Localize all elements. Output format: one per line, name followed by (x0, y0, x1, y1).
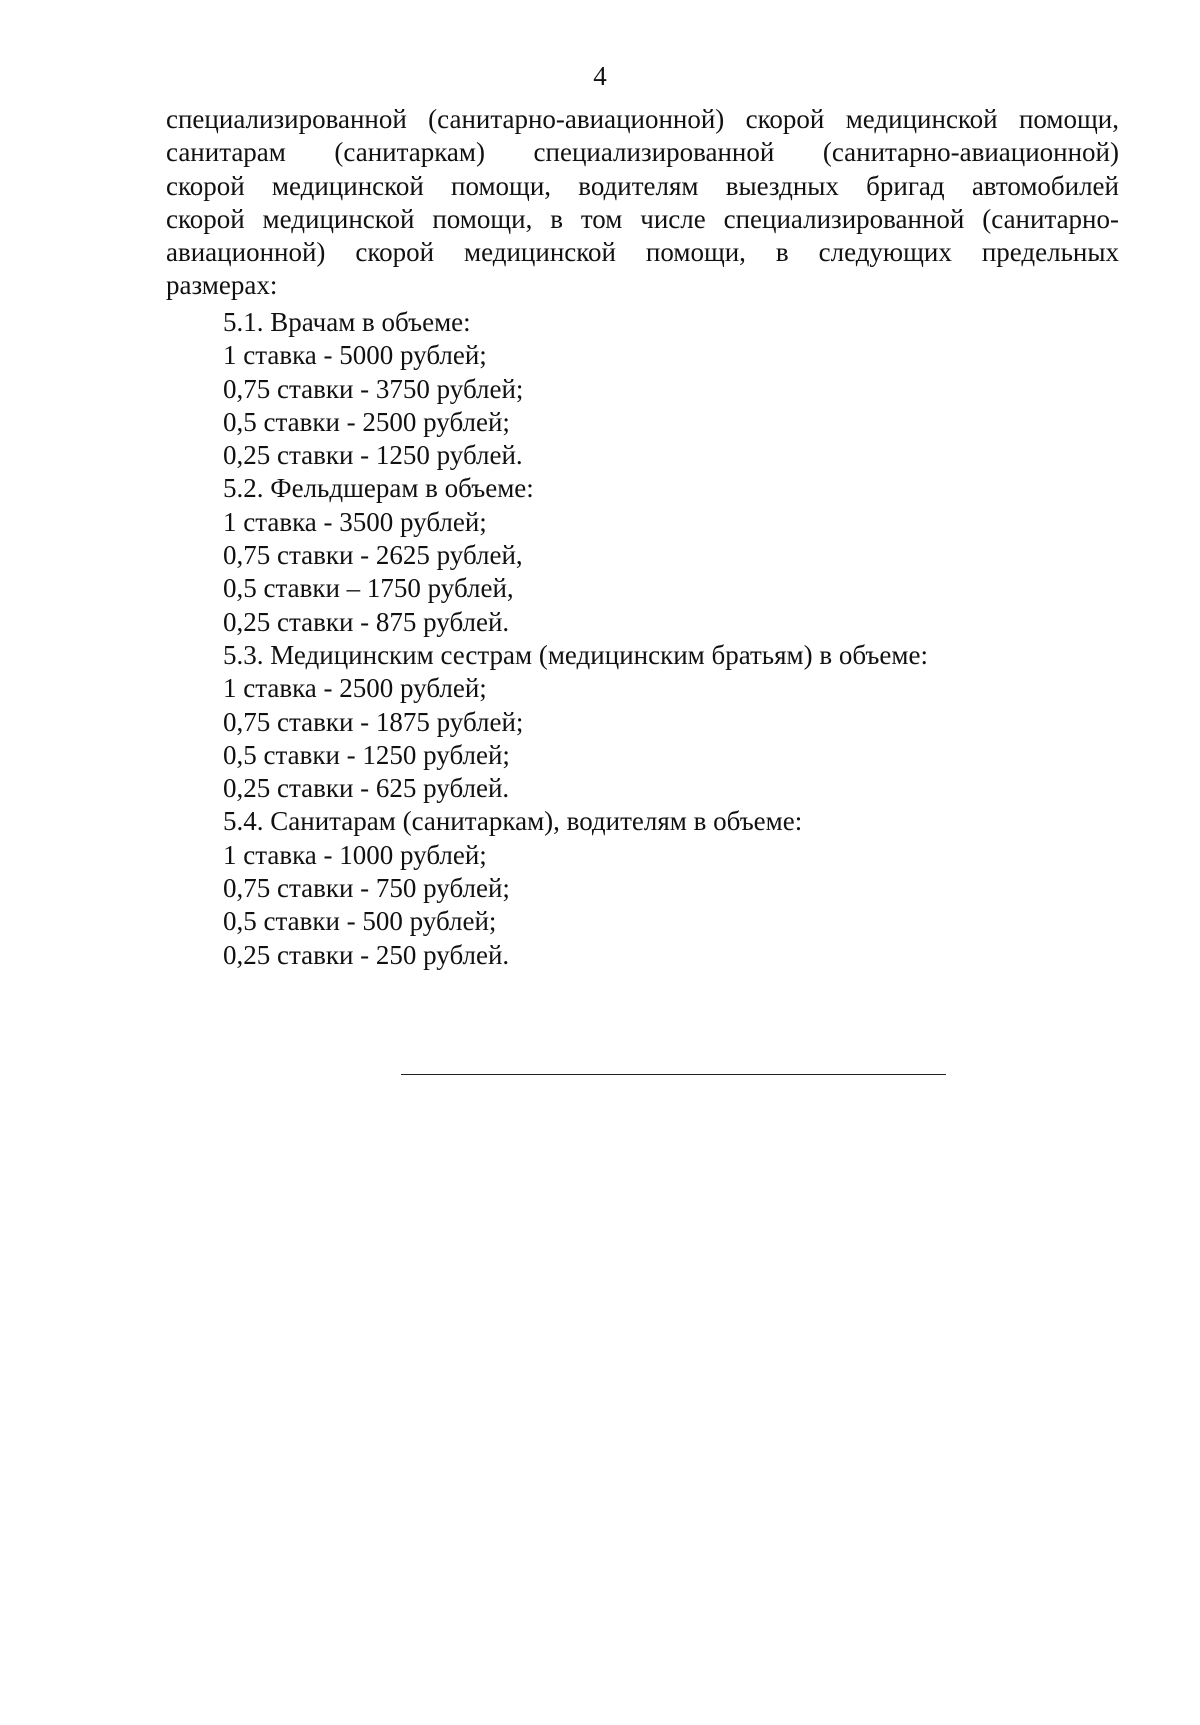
section-doctors (223, 306, 1119, 472)
rate-line: 0,75 ставки - 2625 рублей, (223, 540, 523, 571)
rate-line: 0,5 ставки - 2500 рублей; (223, 406, 510, 437)
end-of-document-rule (401, 1074, 946, 1075)
section-heading: 5.4. Санитарам (санитаркам), водителям в объеме: (223, 806, 803, 837)
intro-line: авиационной) скорой медицинской помощи, в следующих предельных (166, 237, 1119, 268)
rate-line: 0,75 ставки - 750 рублей; (223, 873, 510, 904)
rate-line: 0,25 ставки - 1250 рублей. (223, 440, 523, 471)
intro-line: размерах: (166, 270, 278, 301)
section-heading: 5.1. Врачам в объеме: (223, 307, 471, 337)
intro-line: санитарам (санитаркам) специализированной (санитарно-авиационной) (166, 137, 1119, 168)
rate-line: 0,75 ставки - 3750 рублей; (223, 373, 524, 404)
intro-paragraph (166, 103, 1119, 303)
intro-line: специализированной (санитарно-авиационной) скорой медицинской помощи, (166, 104, 1119, 134)
rate-line: 0,75 ставки - 1875 рублей; (223, 706, 524, 737)
rate-line: 1 ставка - 5000 рублей; (223, 340, 487, 371)
page-number: 4 (593, 61, 607, 91)
rate-line: 0,25 ставки - 250 рублей. (223, 939, 510, 970)
section-heading: 5.3. Медицинским сестрам (медицинским братьям) в объеме: (223, 639, 928, 670)
rate-line: 0,25 ставки - 625 рублей. (223, 773, 510, 804)
section-orderlies-drivers (223, 805, 1119, 971)
rate-line: 0,25 ставки - 875 рублей. (223, 606, 510, 637)
rate-line: 1 ставка - 2500 рублей; (223, 673, 487, 704)
section-heading: 5.2. Фельдшерам в объеме: (223, 473, 534, 504)
rate-line: 0,5 ставки – 1750 рублей, (223, 573, 514, 604)
intro-line: скорой медицинской помощи, водителям выездных бригад автомобилей (166, 170, 1119, 201)
payment-sections (223, 306, 1119, 972)
rate-line: 1 ставка - 3500 рублей; (223, 506, 487, 537)
rate-line: 1 ставка - 1000 рублей; (223, 839, 487, 870)
rate-line: 0,5 ставки - 1250 рублей; (223, 739, 510, 770)
section-nurses (223, 639, 1119, 805)
intro-line: скорой медицинской помощи, в том числе специализированной (санитарно- (166, 203, 1119, 234)
rate-line: 0,5 ставки - 500 рублей; (223, 906, 497, 937)
section-paramedics (223, 472, 1119, 638)
